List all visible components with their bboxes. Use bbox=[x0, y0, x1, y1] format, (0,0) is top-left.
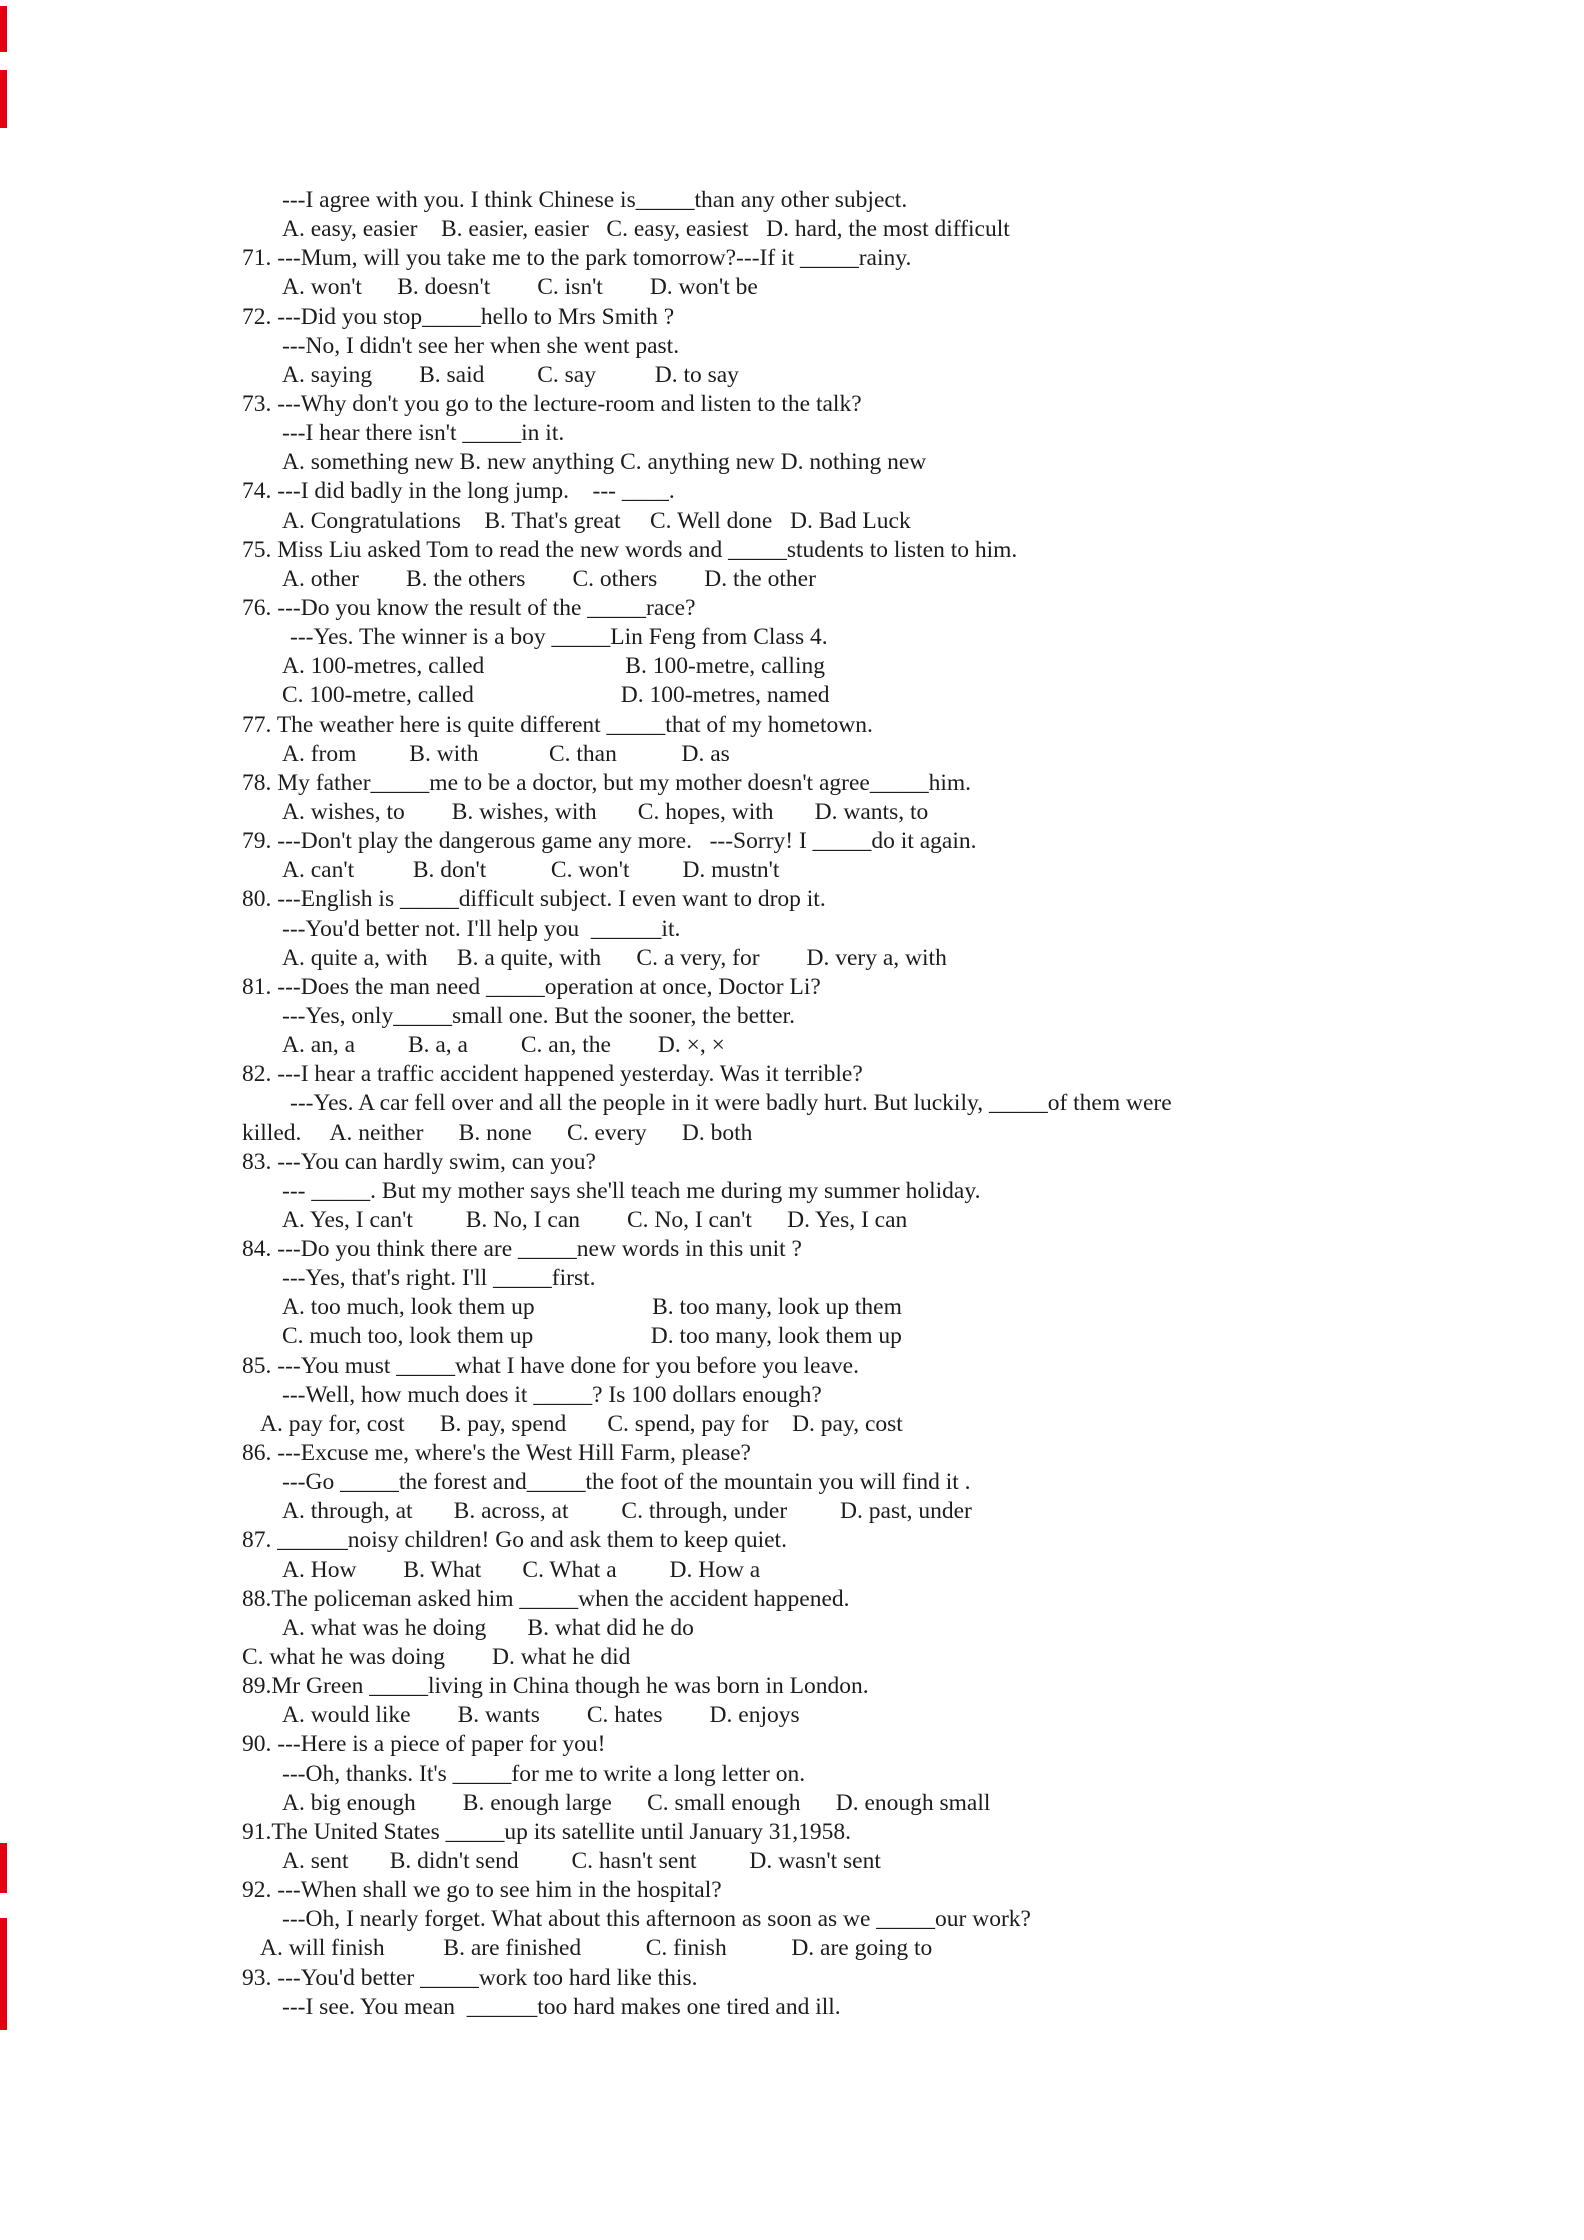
text-line: 81. ---Does the man need _____operation at once, Doctor Li? bbox=[242, 973, 821, 1000]
text-line: A. too much, look them up B. too many, look up them bbox=[282, 1294, 902, 1321]
text-line: --- _____. But my mother says she'll teach me during my summer holiday. bbox=[282, 1177, 981, 1204]
text-line: ---Yes, only_____small one. But the sooner, the better. bbox=[282, 1002, 795, 1029]
text-line: A. what was he doing B. what did he do bbox=[282, 1614, 694, 1641]
scan-edge-marks bbox=[0, 0, 10, 2240]
text-line: A. an, a B. a, a C. an, the D. ×, × bbox=[282, 1032, 725, 1059]
text-line: C. what he was doing D. what he did bbox=[242, 1644, 631, 1671]
text-line: A. can't B. don't C. won't D. mustn't bbox=[282, 857, 780, 884]
text-line: A. something new B. new anything C. anything new D. nothing new bbox=[282, 449, 927, 476]
text-line: 93. ---You'd better _____work too hard like this. bbox=[242, 1964, 698, 1991]
text-line: A. saying B. said C. say D. to say bbox=[282, 361, 739, 388]
text-line: 72. ---Did you stop_____hello to Mrs Smith ? bbox=[242, 303, 675, 330]
text-line: 89.Mr Green _____living in China though he was born in London. bbox=[242, 1673, 869, 1700]
text-line: ---I see. You mean ______too hard makes one tired and ill. bbox=[282, 1993, 841, 2020]
scan-artifact-mark bbox=[0, 1843, 7, 1893]
text-line: 84. ---Do you think there are _____new words in this unit ? bbox=[242, 1236, 802, 1263]
text-line: ---No, I didn't see her when she went past. bbox=[282, 332, 680, 359]
text-line: 87. ______noisy children! Go and ask them to keep quiet. bbox=[242, 1527, 787, 1554]
text-line: A. wishes, to B. wishes, with C. hopes, with D. wants, to bbox=[282, 798, 929, 825]
text-line: A. would like B. wants C. hates D. enjoys bbox=[282, 1702, 800, 1729]
text-line: 75. Miss Liu asked Tom to read the new words and _____students to listen to him. bbox=[242, 536, 1018, 563]
text-line: ---Yes. A car fell over and all the people in it were badly hurt. But luckily, _____of them were bbox=[290, 1090, 1172, 1117]
text-line: 74. ---I did badly in the long jump. --- ____. bbox=[242, 478, 675, 505]
text-line: 79. ---Don't play the dangerous game any more. ---Sorry! I _____do it again. bbox=[242, 828, 977, 855]
scan-artifact-mark bbox=[0, 70, 7, 128]
text-line: A. other B. the others C. others D. the other bbox=[282, 565, 816, 592]
text-line: ---Yes. The winner is a boy _____Lin Feng from Class 4. bbox=[290, 624, 828, 651]
text-line: 92. ---When shall we go to see him in the hospital? bbox=[242, 1877, 722, 1904]
text-line: ---Yes, that's right. I'll _____first. bbox=[282, 1265, 596, 1292]
text-line: 71. ---Mum, will you take me to the park tomorrow?---If it _____rainy. bbox=[242, 245, 912, 272]
scan-artifact-mark bbox=[0, 1918, 7, 2030]
text-line: 76. ---Do you know the result of the _____race? bbox=[242, 594, 696, 621]
text-line: 82. ---I hear a traffic accident happened yesterday. Was it terrible? bbox=[242, 1061, 863, 1088]
text-line: A. quite a, with B. a quite, with C. a very, for D. very a, with bbox=[282, 944, 947, 971]
text-line: 78. My father_____me to be a doctor, but my mother doesn't agree_____him. bbox=[242, 769, 972, 796]
text-line: 80. ---English is _____difficult subject. I even want to drop it. bbox=[242, 886, 826, 913]
text-line: A. pay for, cost B. pay, spend C. spend, pay for D. pay, cost bbox=[260, 1410, 903, 1437]
scan-artifact-mark bbox=[0, 6, 7, 52]
text-line: A. from B. with C. than D. as bbox=[282, 740, 730, 767]
exam-question-text bbox=[242, 186, 1522, 2022]
text-line: A. will finish B. are finished C. finish D. are going to bbox=[260, 1935, 933, 1962]
text-line: A. Congratulations B. That's great C. Well done D. Bad Luck bbox=[282, 507, 911, 534]
text-line: ---I hear there isn't _____in it. bbox=[282, 420, 565, 447]
text-line: A. easy, easier B. easier, easier C. easy, easiest D. hard, the most difficult bbox=[282, 216, 1010, 243]
text-line: ---Oh, thanks. It's _____for me to write a long letter on. bbox=[282, 1760, 806, 1787]
text-line: killed. A. neither B. none C. every D. both bbox=[242, 1119, 753, 1146]
text-line: C. 100-metre, called D. 100-metres, named bbox=[282, 682, 830, 709]
text-line: A. through, at B. across, at C. through, under D. past, under bbox=[282, 1498, 972, 1525]
text-line: 91.The United States _____up its satellite until January 31,1958. bbox=[242, 1818, 851, 1845]
text-line: A. big enough B. enough large C. small enough D. enough small bbox=[282, 1789, 991, 1816]
text-line: 86. ---Excuse me, where's the West Hill Farm, please? bbox=[242, 1440, 751, 1467]
text-line: 90. ---Here is a piece of paper for you! bbox=[242, 1731, 606, 1758]
text-line: ---Go _____the forest and_____the foot of the mountain you will find it . bbox=[282, 1469, 971, 1496]
text-line: ---Well, how much does it _____? Is 100 dollars enough? bbox=[282, 1381, 822, 1408]
text-line: ---I agree with you. I think Chinese is_____than any other subject. bbox=[282, 187, 908, 213]
text-line: ---You'd better not. I'll help you ______it. bbox=[282, 915, 681, 942]
text-line: A. How B. What C. What a D. How a bbox=[282, 1556, 761, 1583]
text-line: 83. ---You can hardly swim, can you? bbox=[242, 1148, 596, 1175]
text-line: 73. ---Why don't you go to the lecture-room and listen to the talk? bbox=[242, 390, 862, 417]
text-line: A. 100-metres, called B. 100-metre, calling bbox=[282, 653, 825, 680]
text-line: 88.The policeman asked him _____when the accident happened. bbox=[242, 1585, 850, 1612]
text-line: 85. ---You must _____what I have done for you before you leave. bbox=[242, 1352, 859, 1379]
text-line: C. much too, look them up D. too many, look them up bbox=[282, 1323, 902, 1350]
text-line: A. won't B. doesn't C. isn't D. won't be bbox=[282, 274, 758, 301]
text-line: A. Yes, I can't B. No, I can C. No, I can't D. Yes, I can bbox=[282, 1206, 908, 1233]
text-line: ---Oh, I nearly forget. What about this afternoon as soon as we _____our work? bbox=[282, 1906, 1031, 1933]
text-line: 77. The weather here is quite different _____that of my hometown. bbox=[242, 711, 873, 738]
text-line: A. sent B. didn't send C. hasn't sent D. wasn't sent bbox=[282, 1848, 881, 1875]
